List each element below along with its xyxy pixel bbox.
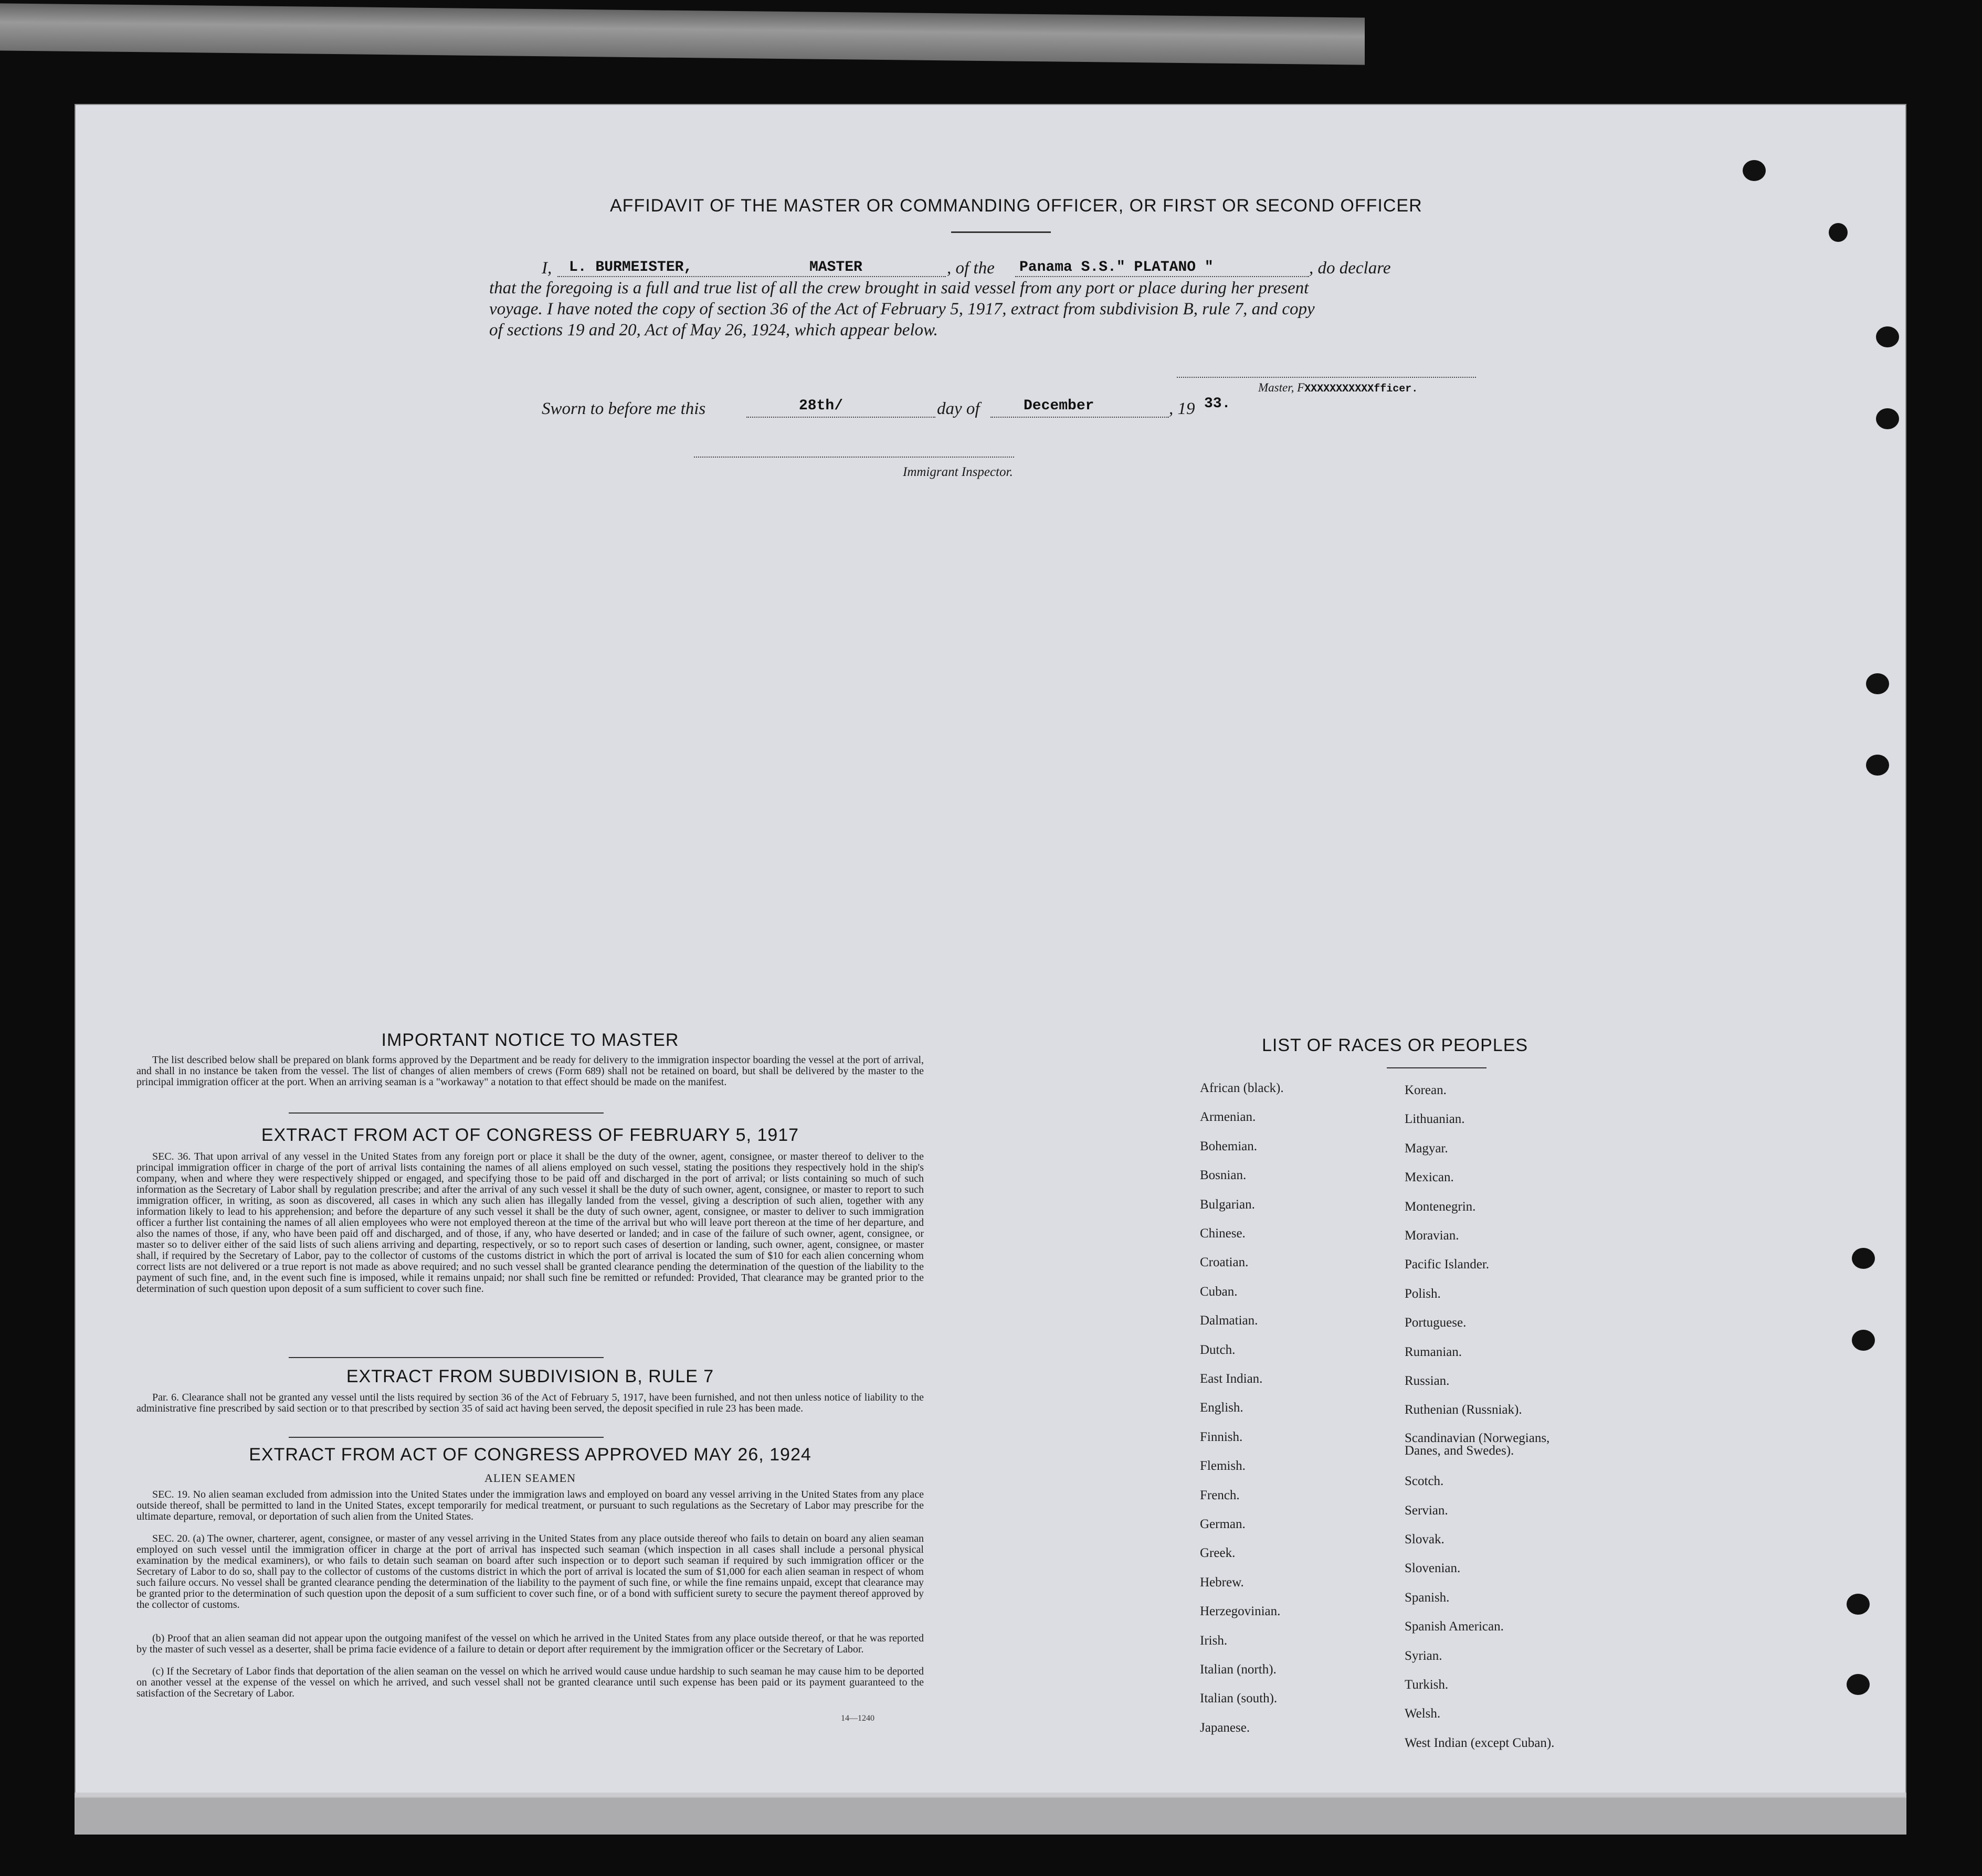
race-item: Servian. xyxy=(1405,1503,1448,1518)
extract-rule7-heading: EXTRACT FROM SUBDIVISION B, RULE 7 xyxy=(346,1366,714,1386)
extract-1917-heading: EXTRACT FROM ACT OF CONGRESS OF FEBRUARY 5, 1917 xyxy=(261,1125,799,1145)
scanner-bottom-strip xyxy=(75,1793,1906,1835)
race-item: Scandinavian (Norwegians, Danes, and Swedes). xyxy=(1405,1430,1550,1458)
race-item: Welsh. xyxy=(1405,1707,1441,1721)
binder-hole xyxy=(1866,755,1889,776)
extract-1924-sec19: SEC. 19. No alien seaman excluded from admission into the United States under the immigration laws and employed on board any vessel arriving in the United States from any place outside thereof, shall be permitted to land in the United States, except temporarily for medical treatment, or pursuant to such regulations as the Secretary of Labor may prescribe for the ultimate departure, removal, or deportation of such alien from the United States. xyxy=(136,1489,924,1522)
race-item: French. xyxy=(1200,1488,1240,1502)
binder-hole xyxy=(1743,160,1766,181)
notice-text: The list described below shall be prepared on blank forms approved by the Department and be ready for delivery to the immigration inspector boarding the vessel at the port of arrival, and shall in no instance be taken from the vessel. The list of changes of alien members of crews (Form 689) shall not be retained on board, but shall be delivered by the master to the principal immigration officer at the port. When an arriving seaman is a "workaway" a notation to that effect should be made on the manifest. xyxy=(136,1054,924,1088)
race-item: Hebrew. xyxy=(1200,1575,1244,1589)
race-item: Slovenian. xyxy=(1405,1561,1461,1576)
extract-1924-sec20b: (b) Proof that an alien seaman did not appear upon the outgoing manifest of the vessel on which he arrived in the United States from any place outside thereof, or that he was reported by the master of such vessel as a deserter, shall be prima facie evidence of a failure to detain or deport after requirement by the immigration officer or the Secretary of Labor. xyxy=(136,1633,924,1655)
extract-1924-sec20a: SEC. 20. (a) The owner, charterer, agent, consignee, or master of any vessel arriving in the United States from any place outside thereof who fails to detain on board any alien seaman employed on such vessel until the immigration officer in charge at the port of arrival has inspected such seaman (which inspection in all cases shall include a personal physical examination by the medical examiners), or who fails to detain such seaman on board after such inspection or to deport such seaman if required by such immigration officer or the Secretary of Labor to do so, shall pay to the collector of customs of the customs district in which the port of arrival is located the sum of $1,000 for each alien seaman in respect of whom such failure occurs. No vessel shall be granted clearance pending the determination of the liability to the payment of such fine, or while the fine remains unpaid, except that clearance may be granted prior to the determination of such question upon the deposit of a sum sufficient to cover such fine, or of a bond with sufficient surety to secure the payment thereof approved by the collector of customs. xyxy=(136,1533,924,1610)
master-caption-label: Master, F xyxy=(1258,381,1305,394)
affidavit-line-2: that the foregoing is a full and true list of all the crew brought in said vessel from any port or place during her present xyxy=(489,279,1309,298)
notice-rule xyxy=(289,1112,604,1114)
extract-1917-rule xyxy=(289,1357,604,1358)
race-item: Finnish. xyxy=(1200,1429,1243,1444)
sworn-day-fill-line xyxy=(746,417,935,418)
affidavit-do-declare: , do declare xyxy=(1309,259,1391,278)
document-page xyxy=(75,104,1906,1798)
extract-rule7-rule xyxy=(289,1437,604,1438)
race-item: Portuguese. xyxy=(1405,1316,1467,1330)
binder-hole xyxy=(1866,673,1889,694)
race-item: Flemish. xyxy=(1200,1459,1246,1474)
race-item: Irish. xyxy=(1200,1633,1228,1648)
race-item: Rumanian. xyxy=(1405,1344,1462,1359)
sworn-text: Sworn to before me this xyxy=(542,399,706,418)
races-heading: LIST OF RACES OR PEOPLES xyxy=(1262,1035,1528,1055)
race-item: Cuban. xyxy=(1200,1284,1238,1299)
master-rank: MASTER xyxy=(809,259,862,275)
extract-1924-sec20c: (c) If the Secretary of Labor finds that deportation of the alien seaman on the vessel on which he arrived would cause undue hardship to such seaman he may cause him to be deported on another vessel at the expense of the vessel on which he arrived, and such vessel shall not be granted clearance until such expense has been paid or its payment guaranteed to the satisfaction of the Secretary of Labor. xyxy=(136,1666,924,1699)
sworn-day: 28th/ xyxy=(799,398,844,414)
race-item: Italian (north). xyxy=(1200,1662,1277,1677)
race-item: East Indian. xyxy=(1200,1372,1263,1386)
race-item: Moravian. xyxy=(1405,1228,1459,1243)
binder-hole xyxy=(1847,1594,1870,1615)
race-item: Syrian. xyxy=(1405,1648,1442,1663)
race-item: Bosnian. xyxy=(1200,1168,1247,1183)
master-signature-line xyxy=(1177,377,1476,378)
race-item: Dutch. xyxy=(1200,1342,1236,1357)
race-item: Dalmatian. xyxy=(1200,1313,1258,1328)
race-item: German. xyxy=(1200,1517,1246,1531)
race-item: Magyar. xyxy=(1405,1141,1448,1156)
race-item: Chinese. xyxy=(1200,1226,1246,1241)
race-item: Bulgarian. xyxy=(1200,1197,1255,1212)
race-item: Russian. xyxy=(1405,1374,1450,1388)
master-name: L. BURMEISTER, xyxy=(569,259,693,275)
race-item: Ruthenian (Russniak). xyxy=(1405,1403,1522,1417)
affidavit-line-3: voyage. I have noted the copy of section 36 of the Act of February 5, 1917, extract from subdivision B, rule 7, and copy xyxy=(489,300,1315,319)
race-item: Spanish. xyxy=(1405,1590,1450,1605)
inspector-signature-line xyxy=(694,457,1014,458)
race-item: Scotch. xyxy=(1405,1474,1444,1489)
master-signature-caption xyxy=(1258,381,1418,395)
binder-hole xyxy=(1852,1248,1875,1269)
affidavit-i: I, xyxy=(542,259,552,278)
scanner-edge-strip xyxy=(0,3,1365,65)
extract-1924-subheading: ALIEN SEAMEN xyxy=(484,1471,576,1485)
affidavit-heading: AFFIDAVIT OF THE MASTER OR COMMANDING OFFICER, OR FIRST OR SECOND OFFICER xyxy=(610,196,1422,216)
race-item: Mexican. xyxy=(1405,1170,1454,1185)
binder-hole xyxy=(1847,1674,1870,1695)
race-item: English. xyxy=(1200,1401,1243,1415)
extract-1917-text: SEC. 36. That upon arrival of any vessel in the United States from any foreign port or place it shall be the duty of the owner, agent, consignee, or master thereof to deliver to the principal immigration officer in charge of the port of arrival lists containing the names of all aliens employed on such vessel, stating the positions they respectively hold in the ship's company, when and where they were respectively shipped or engaged, and specifying those to be paid off and discharged in the port of arrival; or lists containing so much of such information as the Secretary of Labor shall by regulation prescribe; and after the arrival of any such vessel it shall be the duty of such owner, agent, consignee, or master to report to such immigration officer, in writing, as soon as discovered, all cases in which any such alien has illegally landed from the vessel, giving a description of such alien, together with any information likely to lead to his apprehension; and before the departure of any such vessel it shall be the duty of such owner, agent, consignee, or master to deliver to such immigration officer a further list containing the names of all alien employees who were not employed thereon at the time of the arrival but who will leave port thereon at the time of her departure, and also the names of those, if any, who have been paid off and discharged, and of those, if any, who have deserted or landed; and in case of the failure of such owner, agent, consignee, or master so to deliver either of the said lists of such aliens arriving and departing, respectively, or so to report such cases of desertion or landing, such owner, agent, consignee, or master shall, if required by the Secretary of Labor, pay to the collector of customs of the customs district in which the port of arrival is located the sum of $10 for each alien concerning whom correct lists are not delivered or a true report is not made as above required; and no such vessel shall be granted clearance pending the determination of the question of the liability to the payment of such fine, and, in the event such fine is imposed, while it remains unpaid; nor shall such fine be remitted or refunded: Provided, That clearance may be granted prior to the determination of such question upon deposit of a sum sufficient to cover such fine. xyxy=(136,1151,924,1295)
vessel-fill-line xyxy=(1015,276,1309,277)
race-item: Italian (south). xyxy=(1200,1691,1278,1706)
name-rank-fill-line xyxy=(557,276,946,277)
notice-heading: IMPORTANT NOTICE TO MASTER xyxy=(381,1030,679,1050)
extract-rule7-text: Par. 6. Clearance shall not be granted any vessel until the lists required by section 36 of the Act of February 5, 1917, have been furnished, and not then unless notice of liability to the administrative fine prescribed by said section or to that prescribed by section 35 of said act having been served, the deposit specified in rule 23 has been made. xyxy=(136,1392,924,1414)
form-number: 14—1240 xyxy=(841,1714,874,1723)
race-item: Armenian. xyxy=(1200,1110,1256,1125)
binder-hole xyxy=(1876,408,1899,429)
inspector-caption: Immigrant Inspector. xyxy=(903,465,1013,479)
day-of-text: day of xyxy=(937,399,980,418)
race-item: Croatian. xyxy=(1200,1255,1249,1270)
extract-1924-heading: EXTRACT FROM ACT OF CONGRESS APPROVED MAY 26, 1924 xyxy=(249,1445,811,1465)
race-item: Korean. xyxy=(1405,1083,1447,1097)
binder-hole xyxy=(1829,223,1848,242)
binder-hole xyxy=(1876,326,1899,347)
master-caption-struck: XXXXXXXXXXXfficer. xyxy=(1304,383,1418,395)
affidavit-heading-rule xyxy=(951,231,1051,233)
vessel-name: Panama S.S." PLATANO " xyxy=(1019,259,1214,275)
race-item: Slovak. xyxy=(1405,1532,1445,1546)
race-item: Japanese. xyxy=(1200,1720,1250,1735)
sworn-month-fill-line xyxy=(990,417,1169,418)
race-item: West Indian (except Cuban). xyxy=(1405,1735,1555,1750)
sworn-month: December xyxy=(1024,398,1094,414)
year-prefix: , 19 xyxy=(1169,399,1195,418)
race-item: Pacific Islander. xyxy=(1405,1257,1490,1272)
affidavit-line-4: of sections 19 and 20, Act of May 26, 1924, which appear below. xyxy=(489,321,938,340)
race-item: Montenegrin. xyxy=(1405,1199,1476,1214)
sworn-year: 33. xyxy=(1204,396,1231,412)
race-item: Turkish. xyxy=(1405,1678,1449,1692)
race-item: African (black). xyxy=(1200,1081,1284,1095)
race-item: Polish. xyxy=(1405,1286,1441,1301)
race-item: Greek. xyxy=(1200,1546,1236,1561)
races-heading-rule xyxy=(1387,1067,1486,1068)
race-item: Herzegovinian. xyxy=(1200,1604,1281,1619)
affidavit-of-the: , of the xyxy=(947,259,995,278)
race-item: Lithuanian. xyxy=(1405,1112,1465,1127)
race-item: Spanish American. xyxy=(1405,1619,1504,1634)
binder-hole xyxy=(1852,1330,1875,1351)
race-item: Bohemian. xyxy=(1200,1139,1258,1153)
